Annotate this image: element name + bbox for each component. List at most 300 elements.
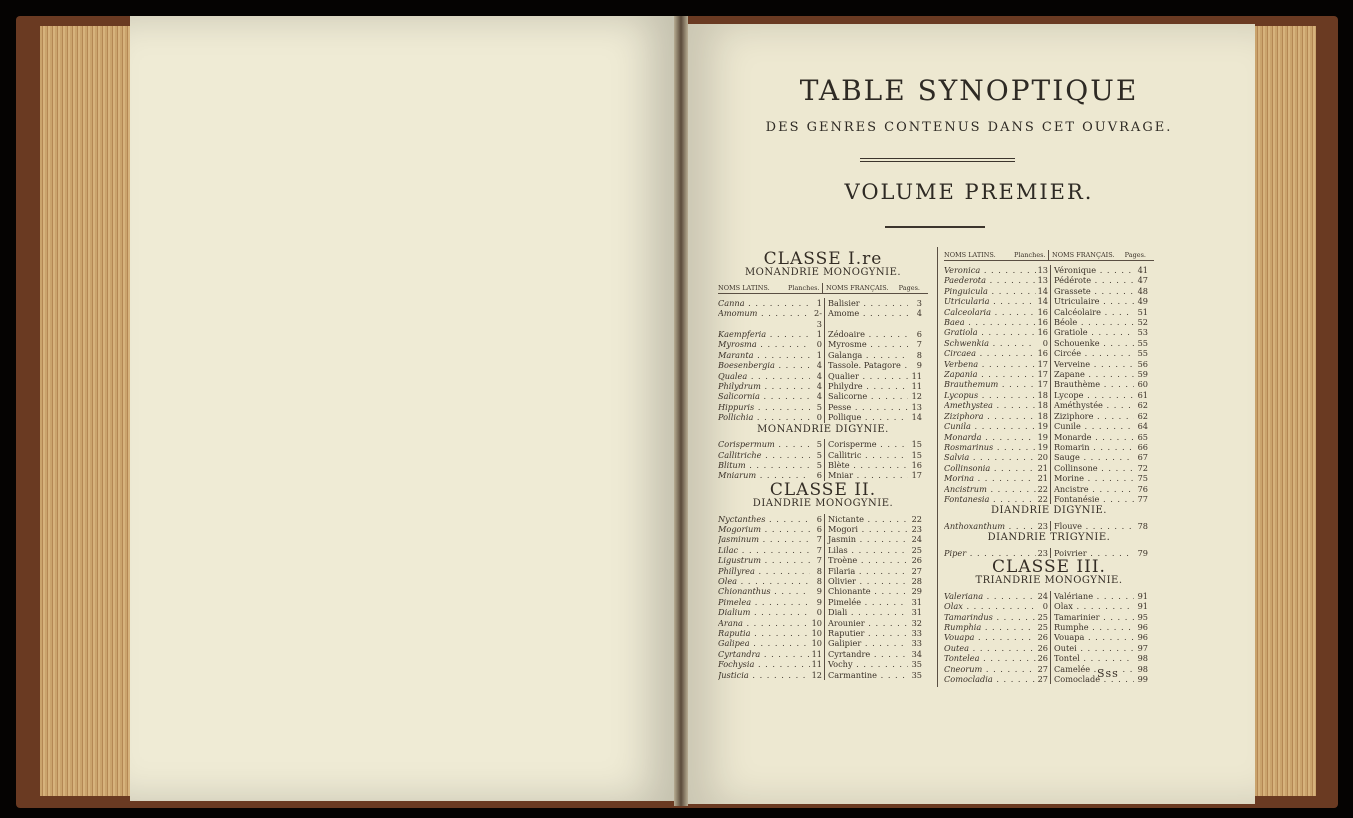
table-row [944,452,1154,462]
french-name: Philydre . . . [825,381,908,391]
plate-number: 1 [810,350,825,360]
page-number: 35 [911,659,922,670]
table-row [718,402,928,412]
signature-mark: Sss [1097,667,1119,680]
table-row [718,555,928,565]
latin-name: Gratiola . . . [944,327,1036,337]
french-name: Grassete . . . [1051,286,1134,296]
french-name: Troène . . . [825,555,908,565]
plate-number: 0 [810,607,825,617]
plate-number: 27 [1036,674,1051,684]
plate-number: 7 [810,555,825,565]
french-name: Pesse . . . [825,402,908,412]
table-row [944,473,1154,483]
table-row [944,442,1154,452]
table-row [718,298,928,308]
plate-number: 26 [1036,632,1051,642]
table-row [944,484,1154,494]
latin-name: Monarda . . . [944,432,1036,442]
latin-name: Galipea . . . [718,638,810,648]
table-row [944,400,1154,410]
plate-number: 5 [810,450,825,460]
french-name: Galanga . . . [825,350,908,360]
plate-number: 23 [1036,548,1051,558]
plate-number: 18 [1036,390,1051,400]
page-number: 62 [1137,410,1148,421]
plate-number: 21 [1036,463,1051,473]
page-title: TABLE SYNOPTIQUE [799,74,1139,107]
plate-number: 4 [810,381,825,391]
french-name: Améthystée . . . [1051,400,1134,410]
page-number: 11 [911,381,922,392]
table-row [718,391,928,401]
french-name: Fontanésie . . . [1051,494,1134,504]
latin-name: Piper . . . [944,548,1036,558]
latin-name: Utricularia . . . [944,296,1036,306]
latin-name: Raputia . . . [718,628,810,638]
table-row [944,432,1154,442]
table-row [718,597,928,607]
table-body [944,265,1154,504]
page-number: 96 [1137,632,1148,643]
page-number: 96 [1137,622,1148,632]
plate-number: 1 [810,329,825,339]
divider [860,161,1015,162]
table-row [718,659,928,669]
latin-name: Brauthemum . . . [944,379,1036,389]
table-row [944,348,1154,358]
plate-number: 17 [1036,369,1051,379]
french-name: Outei . . . [1051,643,1134,653]
latin-name: Fochysia . . . [718,659,810,669]
page-number: 7 [916,339,922,350]
page-number: 62 [1137,400,1148,411]
latin-name: Ligustrum . . . [718,555,810,565]
page-number: 55 [1137,337,1148,348]
page-subtitle: DES GENRES CONTENUS DANS CET OUVRAGE. [765,120,1173,135]
french-name: Arounier . . . [825,618,908,628]
page-number: 17 [911,470,922,481]
table-row [944,632,1154,642]
header-planches: Planches. [788,283,823,293]
french-name: Calcéolaire . . . [1051,307,1134,317]
plate-number: 21 [1036,473,1051,483]
header-latin: NOMS LATINS. [944,251,996,259]
french-name: Zédoaire . . . [825,329,908,339]
table-row [718,534,928,544]
page-number: 66 [1137,441,1148,452]
latin-name: Collinsonia . . . [944,463,1036,473]
page-edges-right [1250,26,1316,796]
plate-number: 5 [810,402,825,412]
french-name: Chionante . . . [825,586,908,596]
plate-number: 12 [810,670,825,680]
latin-name: Philydrum . . . [718,381,810,391]
page-number: 52 [1137,317,1148,328]
french-name: Filaria . . . [825,566,908,576]
french-name: Véronique . . . [1051,265,1134,275]
page-number: 67 [1137,452,1148,463]
table-row [944,327,1154,337]
plate-number: 19 [1036,421,1051,431]
header-latin: NOMS LATINS. [718,283,770,292]
table-body [718,514,928,681]
table-row [718,566,928,576]
page-number: 32 [911,617,922,628]
plate-number: 6 [810,524,825,534]
table-row [718,460,928,470]
table-row [718,439,928,449]
french-name: Cunile . . . [1051,421,1134,431]
french-name: Olivier . . . [825,576,908,586]
latin-name: Salicornia . . . [718,391,810,401]
plate-number: 10 [810,628,825,638]
classe-heading: CLASSE I.re [763,249,883,269]
french-name: Valériane . . . [1051,591,1134,601]
table-row [718,670,928,680]
latin-name: Lilac . . . [718,545,810,555]
table-row [944,421,1154,431]
column-divider [937,247,938,687]
french-name: Sauge . . . [1051,452,1134,462]
latin-name: Morina . . . [944,473,1036,483]
latin-name: Olax . . . [944,601,1036,611]
page-number: 31 [911,596,922,607]
plate-number: 14 [1036,286,1051,296]
french-name: Gratiole . . . [1051,327,1134,337]
ornament-rule [885,226,985,228]
page-edges-left [40,26,140,796]
plate-number: 16 [1036,327,1051,337]
table-row [944,664,1154,674]
french-name: Morine . . . [1051,473,1134,483]
latin-name: Pimelea . . . [718,597,810,607]
plate-number: 6 [810,514,825,524]
french-name: Verveine . . . [1051,359,1134,369]
latin-name: Nyctanthes . . . [718,514,810,524]
page-number: 53 [1137,327,1148,338]
latin-name: Phillyrea . . . [718,566,810,576]
table-row [944,411,1154,421]
plate-number: 8 [810,566,825,576]
plate-number: 17 [1036,359,1051,369]
latin-name: Tontelea . . . [944,653,1036,663]
french-name: Brauthème . . . [1051,379,1134,389]
table-header [944,250,1154,261]
latin-name: Dialium . . . [718,607,810,617]
table-row [718,381,928,391]
french-name: Rumphe . . . [1051,622,1134,632]
french-name: Ziziphore . . . [1051,411,1134,421]
french-name: Romarin . . . [1051,442,1134,452]
table-body [944,521,1154,531]
french-name: Callitric . . . [825,450,908,460]
classe-heading: CLASSE II. [769,479,877,500]
plate-number: 10 [810,618,825,628]
page-number: 12 [911,391,922,402]
french-name: Circée . . . [1051,348,1134,358]
page-number: 56 [1137,358,1148,369]
page-number: 13 [911,401,922,412]
french-name: Amome . . . [825,308,908,329]
header-pages: Pages. [898,283,920,292]
plate-number: 5 [810,439,825,449]
table-row [718,607,928,617]
header-pages: Pages. [1124,251,1146,259]
page-number: 11 [911,370,922,381]
french-name: Schouenke . . . [1051,338,1134,348]
header-french: NOMS FRANÇAIS. [1052,251,1115,259]
plate-number: 14 [1036,296,1051,306]
page-number: 76 [1137,483,1148,494]
plate-number: 22 [1036,494,1051,504]
table-row [718,545,928,555]
latin-name: Olea . . . [718,576,810,586]
latin-name: Ancistrum . . . [944,484,1036,494]
latin-name: Verbena . . . [944,359,1036,369]
plate-number: 26 [1036,643,1051,653]
page-number: 15 [911,449,922,460]
order-heading: DIANDRIE DIGYNIE. [991,505,1107,517]
plate-number: 23 [1036,521,1051,531]
latin-name: Corispermum . . . [718,439,810,449]
french-name: Corisperme . . . [825,439,908,449]
latin-name: Zapania . . . [944,369,1036,379]
table-column-left [718,250,928,680]
table-row [944,275,1154,285]
page-number: 98 [1137,663,1148,674]
latin-name: Rumphia . . . [944,622,1036,632]
header-planches: Planches. [1014,250,1049,260]
plate-number: 26 [1036,653,1051,663]
order-heading: DIANDRIE TRIGYNIE. [987,532,1111,544]
page-number: 25 [911,544,922,555]
french-name: Vouapa . . . [1051,632,1134,642]
plate-number: 16 [1036,307,1051,317]
plate-number: 18 [1036,400,1051,410]
latin-name: Cneorum . . . [944,664,1036,674]
page-number: 97 [1137,642,1148,653]
french-name: Comoclade . . . [1051,674,1134,684]
table-row [718,649,928,659]
page-number: 99 [1137,674,1148,685]
latin-name: Valeriana . . . [944,591,1036,601]
page-number: 47 [1137,275,1148,286]
volume-heading: VOLUME PREMIER. [844,180,1094,204]
table-row [718,524,928,534]
left-page-blank [130,16,680,801]
plate-number: 25 [1036,622,1051,632]
page-number: 79 [1137,547,1148,558]
table-row [944,359,1154,369]
french-name: Carmantine . . . [825,670,908,680]
page-number: 51 [1137,306,1148,317]
order-heading: TRIANDRIE MONOGYNIE. [975,575,1123,587]
french-name: Lycope . . . [1051,390,1134,400]
plate-number: 9 [810,597,825,607]
plate-number: 18 [1036,411,1051,421]
french-name: Vochy . . . [825,659,908,669]
table-row [944,463,1154,473]
french-name: Tassole. Patagore . . . [825,360,908,370]
table-body [944,591,1154,685]
plate-number: 13 [1036,265,1051,275]
french-name: Zapane . . . [1051,369,1134,379]
table-row [944,674,1154,684]
page-number: 59 [1137,369,1148,380]
plate-number: 24 [1036,591,1051,601]
table-header [718,283,928,294]
page-number: 15 [911,439,922,450]
latin-name: Anthoxanthum . . . [944,521,1036,531]
page-number: 61 [1137,389,1148,400]
page-number: 33 [911,638,922,649]
french-name: Blète . . . [825,460,908,470]
table-row [944,653,1154,663]
latin-name: Comocladia . . . [944,674,1036,684]
page-number: 16 [911,459,922,470]
page-number: 6 [916,329,922,340]
header-french: NOMS FRANÇAIS. [826,283,889,292]
latin-name: Maranta . . . [718,350,810,360]
latin-name: Outea . . . [944,643,1036,653]
plate-number: 7 [810,534,825,544]
table-row [718,339,928,349]
french-name: Utriculaire . . . [1051,296,1134,306]
latin-name: Mniarum . . . [718,470,810,480]
page-number: 26 [911,555,922,566]
french-name: Diali . . . [825,607,908,617]
page-number: 41 [1137,265,1148,275]
page-number: 77 [1137,493,1148,504]
latin-name: Arana . . . [718,618,810,628]
page-number: 23 [911,523,922,534]
page-number: 49 [1137,296,1148,307]
french-name: Mniar . . . [825,470,908,480]
french-name: Myrosme . . . [825,339,908,349]
plate-number: 0 [810,412,825,422]
plate-number: 11 [810,649,825,659]
classe-heading: CLASSE III. [992,556,1106,577]
latin-name: Circaea . . . [944,348,1036,358]
plate-number: 1 [810,298,825,308]
page-number: 60 [1137,379,1148,390]
latin-name: Callitriche . . . [718,450,810,460]
page-number: 91 [1137,601,1148,612]
french-name: Galipier . . . [825,638,908,648]
page-number: 95 [1137,611,1148,622]
table-row [944,643,1154,653]
plate-number: 16 [1036,317,1051,327]
french-name: Cyrtandre . . . [825,649,908,659]
latin-name: Paederota . . . [944,275,1036,285]
plate-number: 8 [810,576,825,586]
latin-name: Pinguicula . . . [944,286,1036,296]
french-name: Tontel . . . [1051,653,1134,663]
table-row [944,612,1154,622]
french-name: Collinsone . . . [1051,463,1134,473]
latin-name: Pollichia . . . [718,412,810,422]
plate-number: 27 [1036,664,1051,674]
plate-number: 17 [1036,379,1051,389]
table-row [718,514,928,524]
plate-number: 19 [1036,432,1051,442]
page-number: 75 [1137,473,1148,484]
plate-number: 2-3 [810,308,825,329]
table-row [944,521,1154,531]
table-row [944,317,1154,327]
table-row [944,390,1154,400]
french-name: Ancistre . . . [1051,484,1134,494]
page-number: 29 [911,586,922,597]
page-number: 55 [1137,348,1148,359]
table-row [944,369,1154,379]
table-row [944,265,1154,275]
table-row [944,307,1154,317]
plate-number: 9 [810,586,825,596]
page-number: 64 [1137,421,1148,432]
table-row [718,450,928,460]
latin-name: Amethystea . . . [944,400,1036,410]
plate-number: 10 [810,638,825,648]
plate-number: 20 [1036,452,1051,462]
latin-name: Amomum . . . [718,308,810,329]
page-number: 8 [916,349,922,360]
page-number: 33 [911,628,922,638]
page-number: 4 [916,308,922,319]
table-row [718,350,928,360]
page-number: 24 [911,534,922,545]
latin-name: Qualea . . . [718,371,810,381]
latin-name: Vouapa . . . [944,632,1036,642]
table-row [944,338,1154,348]
table-row [944,601,1154,611]
plate-number: 0 [1036,338,1051,348]
french-name: Olax . . . [1051,601,1134,611]
table-row [944,286,1154,296]
page-number: 27 [911,565,922,576]
plate-number: 5 [810,460,825,470]
table-row [944,591,1154,601]
table-row [718,638,928,648]
french-name: Pollique . . . [825,412,908,422]
french-name: Poivrier . . . [1051,548,1134,558]
french-name: Jasmin . . . [825,534,908,544]
french-name: Qualier . . . [825,371,908,381]
table-row [718,371,928,381]
page-number: 28 [911,575,922,586]
french-name: Balisier . . . [825,298,908,308]
table-row [718,360,928,370]
latin-name: Rosmarinus . . . [944,442,1036,452]
order-heading: DIANDRIE MONOGYNIE. [752,498,894,510]
divider [860,158,1015,159]
latin-name: Hippuris . . . [718,402,810,412]
french-name: Mogori . . . [825,524,908,534]
page-number: 91 [1137,590,1148,601]
table-row [718,586,928,596]
latin-name: Tamarindus . . . [944,612,1036,622]
plate-number: 22 [1036,484,1051,494]
plate-number: 0 [810,339,825,349]
french-name: Monarde . . . [1051,432,1134,442]
french-name: Lilas . . . [825,545,908,555]
table-column-right [944,250,1154,684]
plate-number: 4 [810,371,825,381]
table-body [718,298,928,423]
page-number: 98 [1137,653,1148,664]
plate-number: 11 [810,659,825,669]
